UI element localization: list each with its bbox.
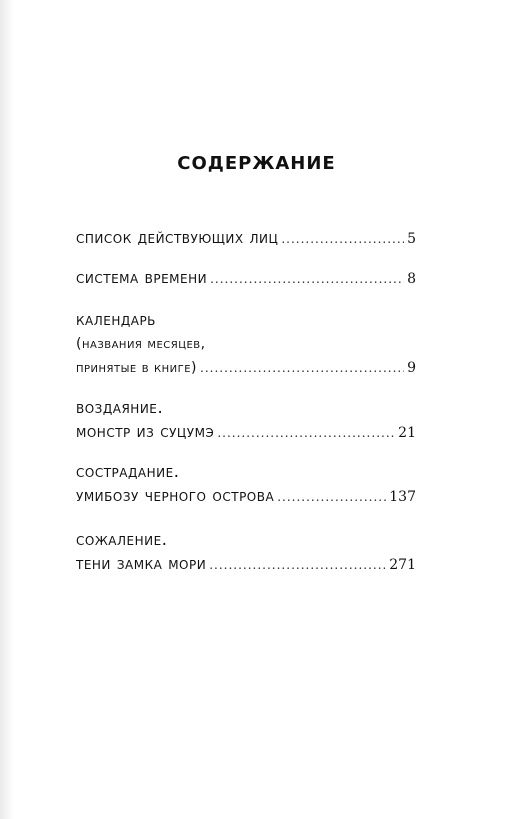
dot-leader <box>277 485 386 509</box>
toc-page-number: 21 <box>398 425 416 441</box>
toc-entry-title: календарь <box>76 310 156 330</box>
toc-entry-title: умибозу черного острова <box>76 486 275 506</box>
dot-leader <box>209 553 386 577</box>
toc-entry <box>76 528 416 576</box>
toc-page-number: 5 <box>407 231 416 247</box>
dot-leader <box>217 421 395 445</box>
toc-entry-line <box>76 528 416 552</box>
toc-entry-subtitle: (названия месяцев, <box>76 336 206 352</box>
toc-entry-title: монстр из суцумэ <box>76 422 215 442</box>
toc-page-number: 137 <box>389 489 416 505</box>
toc-entry <box>76 226 416 250</box>
toc-entry-title: список действующих лиц <box>76 228 279 248</box>
toc-entry-title: сострадание. <box>76 462 180 482</box>
toc-entry-line <box>76 484 416 508</box>
dot-leader <box>281 227 404 251</box>
toc-entry-line <box>76 332 416 356</box>
toc-entry-line <box>76 226 416 250</box>
toc-entry-title: воздаяние. <box>76 398 164 418</box>
toc-entry <box>76 308 416 380</box>
toc-entry-line <box>76 460 416 484</box>
toc-entry-line <box>76 396 416 420</box>
page-gutter-shadow <box>0 0 14 819</box>
toc-entry <box>76 396 416 444</box>
toc-entry-title: система времени <box>76 268 208 288</box>
toc-entry-line <box>76 356 416 380</box>
toc-entry-title: тени замка мори <box>76 554 207 574</box>
dot-leader <box>200 356 404 380</box>
toc-page-number: 271 <box>389 557 416 573</box>
toc-entry-line <box>76 308 416 332</box>
toc-page-number: 9 <box>407 360 416 376</box>
toc-entry-line <box>76 420 416 444</box>
toc-entry <box>76 266 416 290</box>
toc-entry <box>76 460 416 508</box>
page-title: содержание <box>177 146 336 175</box>
toc-entry-title: сожаление. <box>76 530 168 550</box>
toc-entry-line <box>76 266 416 290</box>
toc-entry-line <box>76 552 416 576</box>
toc-entry-subtitle: принятые в книге) <box>76 360 197 376</box>
toc-page-number: 8 <box>407 271 416 287</box>
dot-leader <box>210 267 404 291</box>
